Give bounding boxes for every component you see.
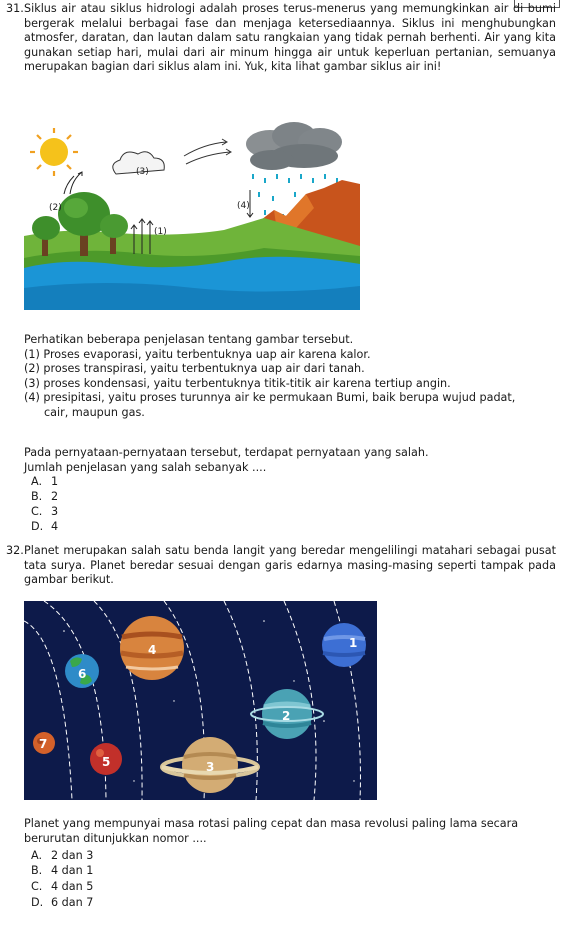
option-d[interactable]: D. 4 [31,520,59,533]
prompt-line-2: Jumlah penjelasan yang salah sebanyak .... [24,460,267,474]
option-a[interactable]: A. 2 dan 3 [31,849,94,862]
statement-4-continued: cair, maupun gas. [44,405,145,419]
question-number: 32. [6,544,24,557]
planet-number-3: 3 [206,760,215,774]
statement-2: (2) proses transpirasi, yaitu terbentuknya uap air dari tanah. [24,362,365,376]
question-prompt-32 [24,817,554,846]
option-b[interactable]: B. 2 [31,490,59,503]
prompt-line-1: Pada pernyataan-pernyataan tersebut, terdapat pernyataan yang salah. [24,446,429,459]
planet-number-7: 7 [39,737,48,751]
planet-number-2: 2 [282,709,291,723]
option-b[interactable]: B. 4 dan 1 [31,864,94,877]
planet-number-4: 4 [148,643,157,657]
statement-4: (4) presipitasi, yaitu proses turunnya air ke permukaan Bumi, baik berupa wujud padat, [24,391,516,405]
statement-1: (1) Proses evaporasi, yaitu terbentuknya uap air karena kalor. [24,347,371,361]
question-prompt [24,446,554,475]
option-d[interactable]: D. 6 dan 7 [31,896,94,909]
planet-number-6: 6 [78,667,87,681]
statement-3: (3) proses kondensasi, yaitu terbentuknya titik-titik air karena tertiup angin. [24,376,451,390]
figure-label-1: (1) [154,227,167,237]
question-number: 31. [6,2,24,15]
prompt-line-1: Planet yang mempunyai masa rotasi paling cepat dan masa revolusi paling lama secara [24,817,519,830]
prompt-line-2: berurutan ditunjukkan nomor .... [24,831,207,845]
question-text: Siklus air atau siklus hidrologi adalah proses terus-menerus yang memungkinkan air di bumi bergerak melalui berbagai fase dan menjaga ketersediaannya. Siklus ini menghubungkan atmosfer, daratan, dan lautan dalam satu rangkaian yang tidak pernah berhenti. Air yang kita gunakan setiap hari, mulai dari air minum hingga air untuk keperluan pertanian, semuanya merupakan bagian dari siklus alam ini. Yuk, kita lihat gambar siklus air ini! [24,2,556,74]
question-text: Planet merupakan salah satu benda langit yang beredar mengelilingi matahari sebagai pusat tata surya. Planet beredar sesuai dengan garis edarnya masing-masing seperti tampak pada gambar berikut. [24,544,556,587]
statements-intro: Perhatikan beberapa penjelasan tentang gambar tersebut. [24,333,354,346]
option-c[interactable]: C. 4 dan 5 [31,880,94,893]
water-cycle-figure [24,118,360,310]
question-31 [6,2,556,75]
option-c[interactable]: C. 3 [31,505,59,518]
question-32 [6,544,556,588]
solar-system-figure [24,601,377,800]
figure-label-2: (2) [49,203,62,213]
planet-1-neptune [322,623,366,667]
figure-label-4: (4) [237,201,250,211]
figure-label-3: (3) [136,167,149,177]
planet-number-1: 1 [349,636,358,650]
option-a[interactable]: A. 1 [31,475,59,488]
planet-number-5: 5 [102,755,111,769]
statements-block [24,333,554,421]
